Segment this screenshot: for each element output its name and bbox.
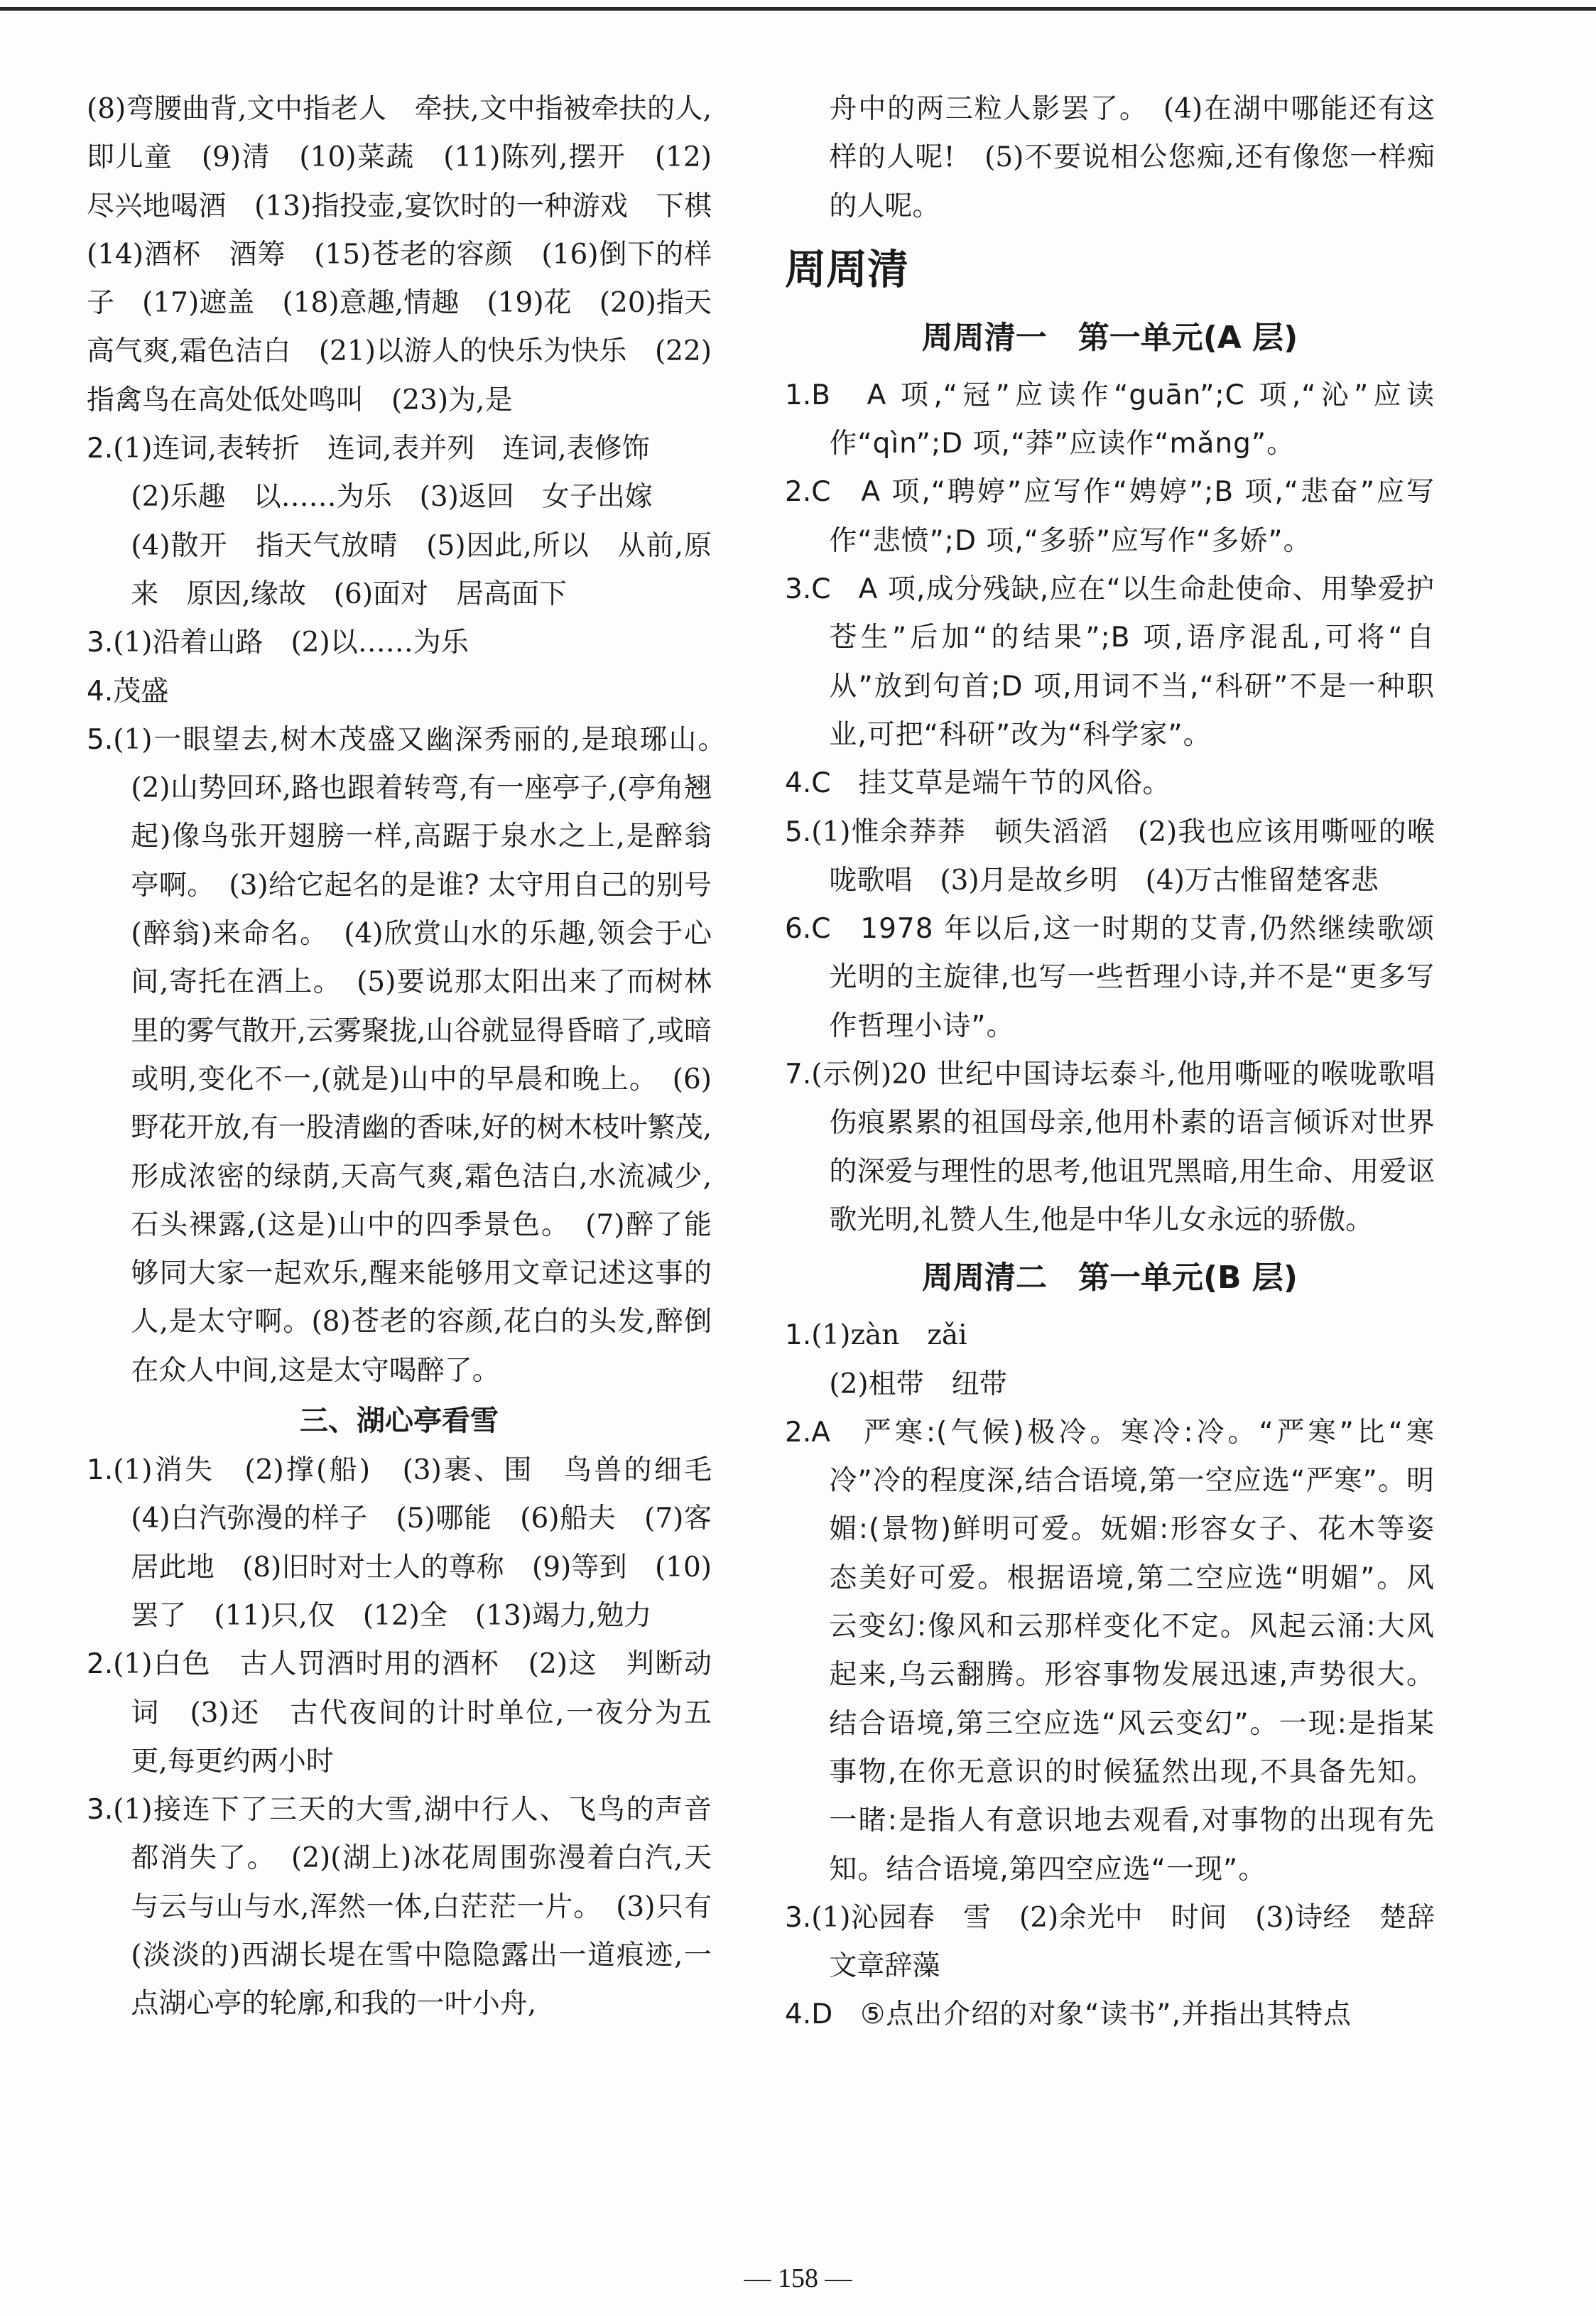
q2-item: 2.(1)连词,表转折 连词,表并列 连词,表修饰 (2)乐趣 以……为乐 (3)返回 女子出嫁 (4)散开 指天气放晴 (5)因此,所以 从前,原来 原因,缘故 (6)面对 居高面下	[87, 433, 712, 610]
section-q3-item: 3.(1)接连下了三天的大雪,湖中行人、飞鸟的声音都消失了。 (2)(湖上)冰花周围弥漫着白汽,天与云与山与水,浑然一体,白茫茫一片。 (3)只有(淡淡的)西湖长堤在雪中隐隐露出一道痕迹,一点湖心亭的轮廓,和我的一叶小舟,	[87, 1794, 712, 2020]
right-continuation-text: 舟中的两三粒人影罢了。 (4)在湖中哪能还有这样的人呢! (5)不要说相公您痴,还有像您一样痴的人呢。	[829, 93, 1435, 222]
unit1-q2: 2.C A 项,“聘婷”应写作“娉婷”;B 项,“悲奋”应写作“悲愤”;D 项,“多骄”应写作“多娇”。	[785, 476, 1435, 557]
unit1-q7: 7.(示例)20 世纪中国诗坛泰斗,他用嘶哑的喉咙歌唱伤痕累累的祖国母亲,他用朴素的语言倾诉对世界的深爱与理性的思考,他诅咒黑暗,用生命、用爱讴歌光明,礼赞人生,他是中华儿女永远的骄傲。	[785, 1059, 1435, 1236]
unit2-q3: 3.(1)沁园春 雪 (2)余光中 时间 (3)诗经 楚辞 文章辞藻	[785, 1901, 1463, 1983]
q3-item: 3.(1)沿着山路 (2)以……为乐	[87, 627, 469, 659]
q4-item: 4.茂盛	[87, 675, 169, 708]
section-q1-item: 1.(1)消失 (2)撑(船) (3)裹、围 鸟兽的细毛 (4)白汽弥漫的样子 (5)哪能 (6)船夫 (7)客居此地 (8)旧时对士人的尊称 (9)等到 (10)罢了 (11)只,仅 (12)全 (13)竭力,勉力	[87, 1454, 740, 1632]
chapter-title: 周周清	[785, 244, 909, 293]
unit1-title: 周周清一 第一单元(A 层)	[921, 319, 1298, 356]
unit2-title: 周周清二 第一单元(B 层)	[921, 1260, 1298, 1297]
section-q2-item: 2.(1)白色 古人罚酒时用的酒杯 (2)这 判断动词 (3)还 古代夜间的计时单位,一夜分为五更,每更约两小时	[87, 1648, 712, 1777]
unit1-q6: 6.C 1978 年以后,这一时期的艾青,仍然继续歌颂光明的主旋律,也写一些哲理小诗,并不是“更多写作哲理小诗”。	[785, 913, 1435, 1042]
unit1-q1: 1.B A 项,“冠”应读作“guān”;C 项,“沁”应读作“qìn”;D 项,“莽”应读作“mǎng”。	[785, 379, 1435, 460]
right-column	[785, 85, 1463, 2040]
section-title: 三、湖心亭看雪	[300, 1405, 499, 1438]
q5-item: 5.(1)一眼望去,树木茂盛又幽深秀丽的,是琅琊山。 (2)山势回环,路也跟着转弯,有一座亭子,(亭角翘起)像鸟张开翅膀一样,高踞于泉水之上,是醉翁亭啊。 (3)给它起名的是谁? 太守用自己的别号(醉翁)来命名。 (4)欣赏山水的乐趣,领会于心间,寄托在酒上。 (5)要说那太阳出来了而树林里的雾气散开,云雾聚拢,山谷就显得昏暗了,或暗或明,变化不一,(就是)山中的早晨和晚上。 (6)野花开放,有一股清幽的香味,好的树木枝叶繁茂,形成浓密的绿荫,天高气爽,霜色洁白,水流减少,石头裸露,(这是)山中的四季景色。 (7)醉了能够同大家一起欢乐,醒来能够用文章记述这事的人,是太守啊。(8)苍老的容颜,花白的头发,醉倒在众人中间,这是太守喝醉了。	[87, 723, 740, 1387]
unit1-q3: 3.C A 项,成分残缺,应在“以生命赴使命、用挚爱护苍生”后加“的结果”;B 项,语序混乱,可将“自从”放到句首;D 项,用词不当,“科研”不是一种职业,可把“科研”改为“科学家”。	[785, 573, 1435, 751]
page-number: — 158 —	[744, 2263, 852, 2293]
unit2-q2: 2.A 严寒:(气候)极冷。寒冷:冷。“严寒”比“寒冷”冷的程度深,结合语境,第一空应选“严寒”。明媚:(景物)鲜明可爱。妩媚:形容女子、花木等姿态美好可爱。根据语境,第二空应选“明媚”。风云变幻:像风和云那样变化不定。风起云涌:大风起来,乌云翻腾。形容事物发展迅速,声势很大。结合语境,第三空应选“风云变幻”。一现:是指某事物,在你无意识的时候猛然出现,不具备先知。一睹:是指人有意识地去观看,对事物的出现有先知。结合语境,第四空应选“一现”。	[785, 1416, 1435, 1885]
top-rule	[0, 7, 1596, 11]
unit2-q4: 4.D ⑤点出介绍的对象“读书”,并指出其特点	[785, 1998, 1352, 2031]
left-continuation-text: (8)弯腰曲背,文中指老人 牵扶,文中指被牵扶的人,即儿童 (9)清 (10)菜蔬 (11)陈列,摆开 (12)尽兴地喝酒 (13)指投壶,宴饮时的一种游戏 下棋 (14)酒杯 酒筹 (15)苍老的容颜 (16)倒下的样子 (17)遮盖 (18)意趣,情趣 (19)花 (20)指天高气爽,霜色洁白 (21)以游人的快乐为快乐 (22)指禽鸟在高处低处鸣叫 (23)为,是	[87, 93, 740, 416]
unit2-q1: 1.(1)zàn zǎi (2)柤带 纽带	[785, 1319, 1007, 1400]
unit1-q5: 5.(1)惟余莽莽 顿失滔滔 (2)我也应该用嘶哑的喉咙歌唱 (3)月是故乡明 (4)万古惟留楚客悲	[785, 816, 1435, 897]
left-column	[87, 85, 740, 2029]
unit1-q4: 4.C 挂艾草是端午节的风俗。	[785, 767, 1171, 800]
